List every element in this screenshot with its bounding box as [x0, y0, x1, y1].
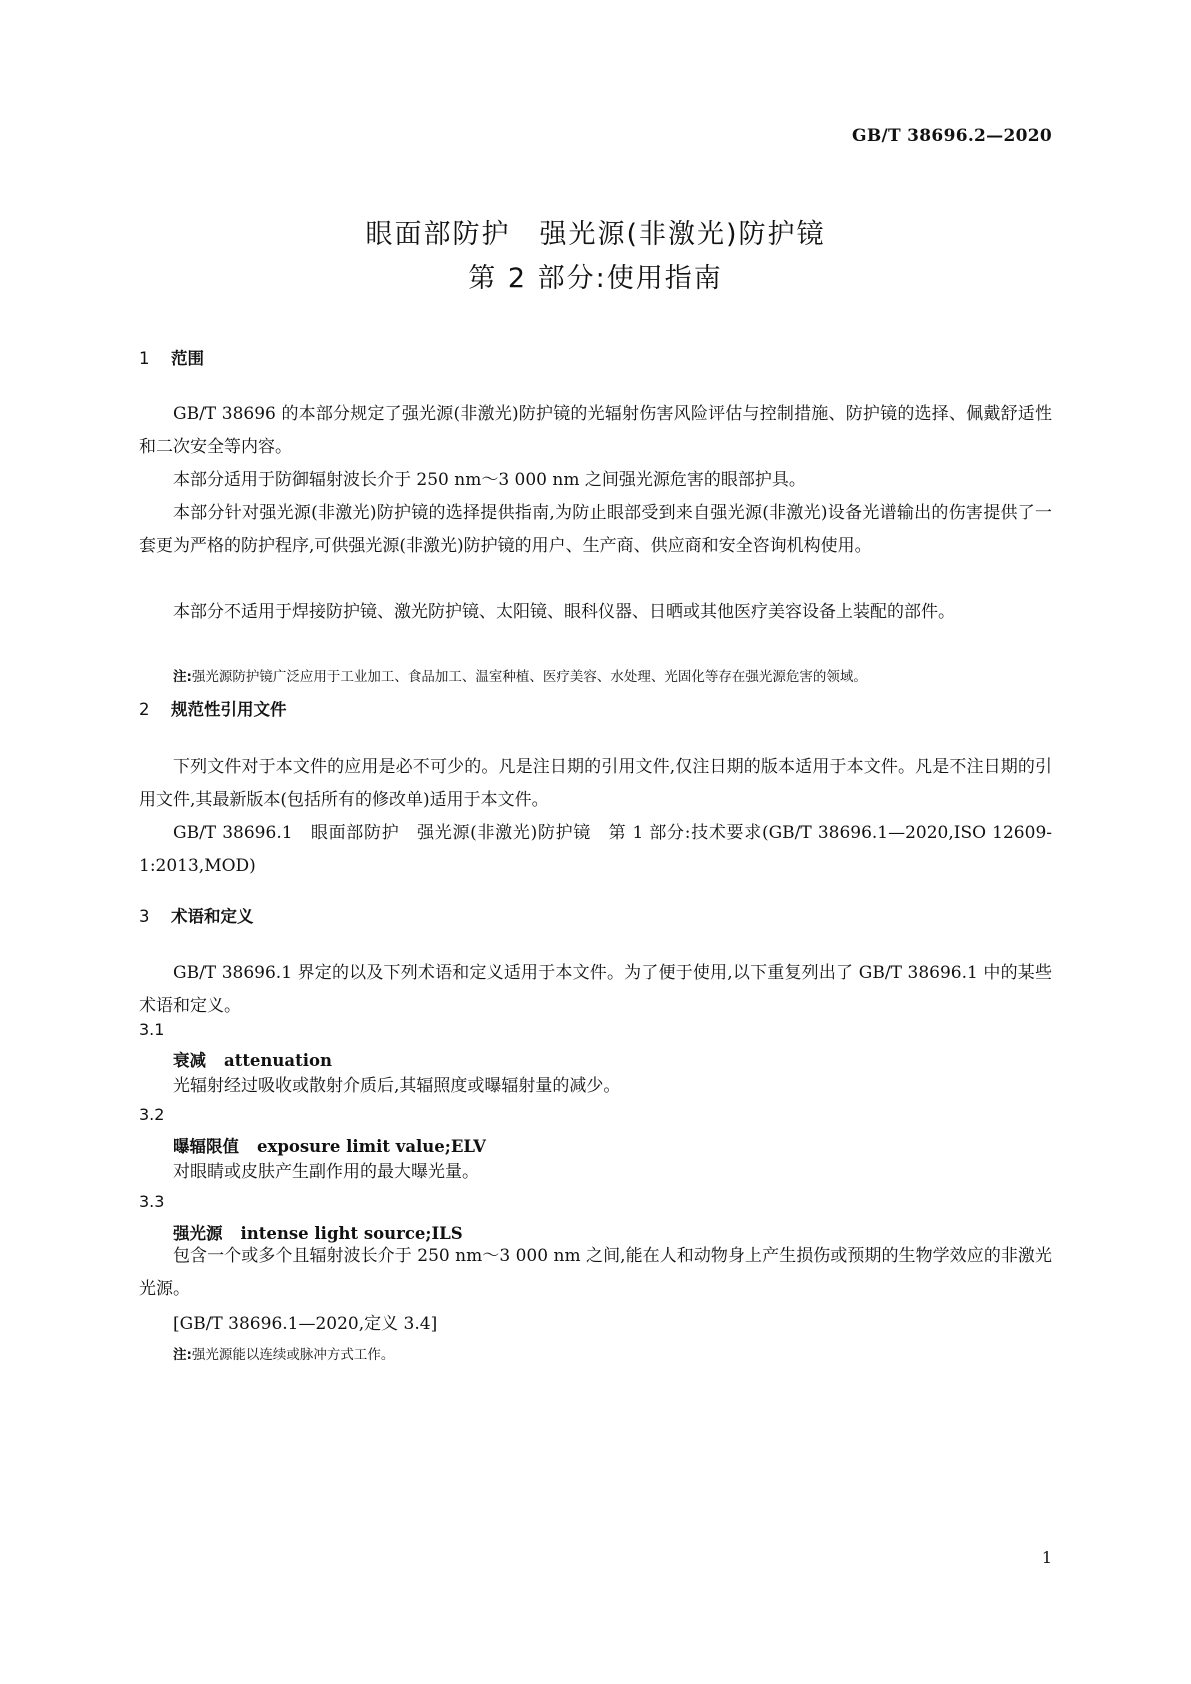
section-1-paragraph-1: GB/T 38696 的本部分规定了强光源(非激光)防护镜的光辐射伤害风险评估与控制措施、防护镜的选择、佩戴舒适性和二次安全等内容。: [139, 404, 1052, 457]
term-heading: [173, 1133, 486, 1157]
section-2-paragraph-1: 下列文件对于本文件的应用是必不可少的。凡是注日期的引用文件,仅注日期的版本适用于本文件。凡是不注日期的引用文件,其最新版本(包括所有的修改单)适用于本文件。: [139, 757, 1052, 810]
term-number: 3.2: [139, 1105, 165, 1124]
term-source: [GB/T 38696.1—2020,定义 3.4]: [173, 1314, 438, 1334]
section-2-normative-reference: GB/T 38696.1 眼面部防护 强光源(非激光)防护镜 第 1 部分:技术要求(GB/T 38696.1—2020,ISO 12609-1:2013,MOD): [139, 823, 1052, 876]
section-number: 1: [139, 349, 150, 368]
section-1-heading: [139, 345, 204, 369]
term-number: 3.1: [139, 1020, 165, 1039]
term-en: attenuation: [224, 1051, 333, 1070]
section-1-paragraph-3: 本部分针对强光源(非激光)防护镜的选择提供指南,为防止眼部受到来自强光源(非激光)设备光谱输出的伤害提供了一套更为严格的防护程序,可供强光源(非激光)防护镜的用户、生产商、供应商和安全咨询机构使用。: [139, 503, 1052, 556]
page-number: 1: [1041, 1548, 1052, 1567]
section-3-note: [173, 1343, 394, 1363]
term-number: 3.3: [139, 1192, 165, 1211]
term-zh: 强光源: [173, 1224, 223, 1243]
section-number: 2: [139, 700, 150, 719]
standard-code: GB/T 38696.2—2020: [852, 126, 1052, 146]
title-line-2: 第 2 部分:使用指南: [468, 263, 723, 294]
note-label: 注:: [173, 669, 192, 685]
section-1-paragraph-2: 本部分适用于防御辐射波长介于 250 nm～3 000 nm 之间强光源危害的眼部护具。: [173, 470, 806, 490]
term-definition: 光辐射经过吸收或散射介质后,其辐照度或曝辐射量的减少。: [173, 1076, 621, 1096]
section-3-heading: [139, 903, 254, 927]
term-heading: [173, 1047, 332, 1071]
section-2-heading: [139, 696, 287, 720]
term-definition: 包含一个或多个且辐射波长介于 250 nm～3 000 nm 之间,能在人和动物身上产生损伤或预期的生物学效应的非激光光源。: [139, 1246, 1052, 1299]
section-1-note: [173, 665, 867, 685]
section-3-paragraph-1: GB/T 38696.1 界定的以及下列术语和定义适用于本文件。为了便于使用,以下重复列出了 GB/T 38696.1 中的某些术语和定义。: [139, 963, 1052, 1016]
note-text: 强光源能以连续或脉冲方式工作。: [191, 1347, 395, 1363]
term-en: exposure limit value;ELV: [257, 1137, 486, 1156]
section-title: 规范性引用文件: [171, 700, 287, 719]
section-title: 术语和定义: [171, 907, 254, 926]
title-line-1: 眼面部防护 强光源(非激光)防护镜: [365, 219, 826, 250]
note-text: 强光源防护镜广泛应用于工业加工、食品加工、温室种植、医疗美容、水处理、光固化等存在强光源危害的领域。: [191, 669, 867, 685]
term-zh: 衰减: [173, 1051, 206, 1070]
term-definition: 对眼睛或皮肤产生副作用的最大曝光量。: [173, 1162, 479, 1182]
section-1-paragraph-4: 本部分不适用于焊接防护镜、激光防护镜、太阳镜、眼科仪器、日晒或其他医疗美容设备上装配的部件。: [173, 602, 955, 622]
term-en: intense light source;ILS: [240, 1224, 463, 1243]
note-label: 注:: [173, 1347, 192, 1363]
section-number: 3: [139, 907, 150, 926]
term-zh: 曝辐限值: [173, 1137, 239, 1156]
section-title: 范围: [171, 349, 204, 368]
